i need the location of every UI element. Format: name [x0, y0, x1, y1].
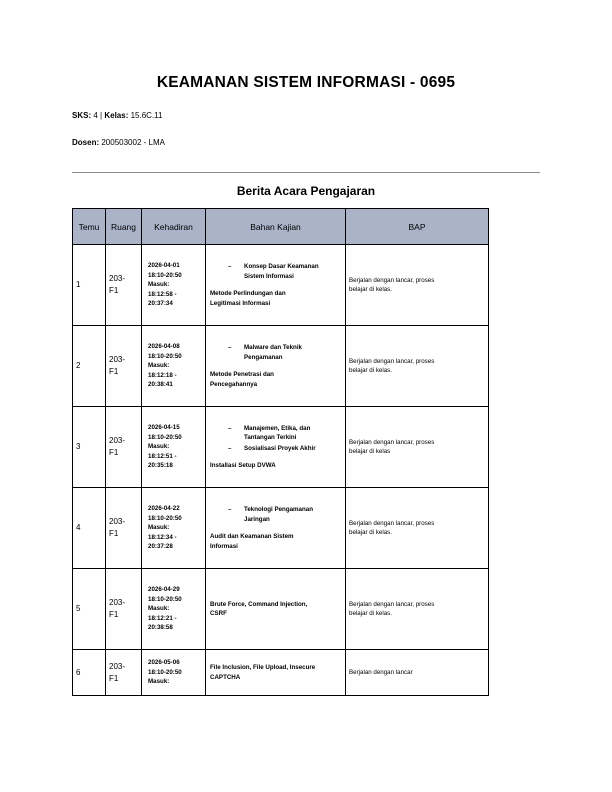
- bap-line: belajar di kelas.: [349, 610, 392, 617]
- kajian-text: [210, 289, 341, 308]
- kehadiran-line: 2026-04-22: [148, 505, 180, 513]
- kehadiran-cell: [142, 326, 206, 407]
- temu-cell: 4: [73, 488, 106, 569]
- kehadiran-line: 18:12:58 -: [148, 290, 177, 298]
- sks-label: SKS:: [72, 111, 92, 120]
- table-row: [73, 407, 489, 488]
- kelas-value: 15.6C.11: [130, 111, 163, 120]
- kajian-bullet-line: Sistem Informasi: [244, 272, 294, 280]
- header-ruang: Ruang: [106, 209, 142, 245]
- kajian-text-line: Legitimasi Informasi: [210, 299, 271, 307]
- bap-line: belajar di kelas.: [349, 367, 392, 374]
- bahan-kajian-cell: [206, 650, 346, 696]
- kehadiran-line: Masuk:: [148, 281, 170, 289]
- dash-bullet-icon: –: [228, 506, 232, 513]
- kajian-text-line: Pencegahannya: [210, 380, 258, 388]
- table-row: [73, 650, 489, 696]
- bap-cell: [346, 650, 489, 696]
- kajian-bullet-text: [244, 444, 341, 454]
- kehadiran-line: 18:12:18 -: [148, 371, 177, 379]
- teaching-record-table: [72, 208, 489, 696]
- bahan-kajian-cell: [206, 407, 346, 488]
- kajian-text-line: CAPTCHA: [210, 673, 241, 681]
- kehadiran-cell: [142, 407, 206, 488]
- kehadiran-cell: [142, 569, 206, 650]
- bap-line: Berjalan dengan lancar, proses: [349, 519, 435, 527]
- header-bahan-kajian: Bahan Kajian: [206, 209, 346, 245]
- lecturer-meta: [72, 138, 165, 147]
- kajian-bullet-text: [244, 262, 341, 281]
- kehadiran-line: Masuk:: [148, 678, 170, 686]
- kehadiran-line: 20:37:28: [148, 543, 173, 551]
- ruang-line: F1: [109, 448, 119, 457]
- ruang-line: 203-: [109, 355, 126, 364]
- ruang-line: F1: [109, 286, 119, 295]
- dash-bullet-icon: –: [228, 344, 232, 351]
- sks-value: 4: [93, 111, 98, 120]
- kehadiran-line: 18:10-20:50: [148, 595, 182, 603]
- dash-bullet-icon: –: [228, 263, 232, 270]
- kajian-bullet-item: [228, 505, 341, 524]
- kehadiran-cell: [142, 488, 206, 569]
- kehadiran-line: Masuk:: [148, 524, 170, 532]
- kajian-bullet-line: Konsep Dasar Keamanan: [244, 263, 319, 270]
- bap-cell: [346, 245, 489, 326]
- table-header-row: [73, 209, 489, 245]
- kehadiran-cell: [142, 245, 206, 326]
- temu-cell: 6: [73, 650, 106, 696]
- ruang-line: 203-: [109, 517, 126, 526]
- bap-line: Berjalan dengan lancar, proses: [349, 438, 435, 446]
- kehadiran-line: 20:35:18: [148, 462, 173, 470]
- bahan-kajian-cell: [206, 569, 346, 650]
- horizontal-divider: [72, 172, 540, 173]
- course-meta: [72, 111, 162, 120]
- kajian-bullet-line: Teknologi Pengamanan: [244, 506, 313, 513]
- kehadiran-line: 20:37:34: [148, 300, 173, 308]
- kehadiran-line: 2026-04-01: [148, 262, 180, 270]
- kehadiran-line: 18:12:21 -: [148, 614, 177, 622]
- kajian-text: [210, 461, 341, 471]
- kajian-bullet-item: [228, 444, 341, 454]
- kajian-bullet-line: Manajemen, Etika, dan: [244, 424, 311, 432]
- ruang-line: 203-: [109, 274, 126, 283]
- kehadiran-line: Masuk:: [148, 362, 170, 370]
- kajian-text-line: File Inclusion, File Upload, Insecure: [210, 664, 316, 671]
- bap-cell: [346, 326, 489, 407]
- kehadiran-line: 2026-04-15: [148, 424, 180, 432]
- kajian-text-line: Brute Force, Command Injection,: [210, 600, 308, 608]
- ruang-line: 203-: [109, 661, 126, 671]
- kajian-text: [210, 663, 341, 682]
- bap-line: Berjalan dengan lancar, proses: [349, 357, 435, 365]
- kajian-text: [210, 370, 341, 389]
- header-bap: BAP: [346, 209, 489, 245]
- kehadiran-line: Masuk:: [148, 605, 170, 613]
- bap-line: belajar di kelas.: [349, 286, 392, 293]
- ruang-cell: [106, 326, 142, 407]
- kajian-text-line: Installasi Setup DVWA: [210, 462, 276, 469]
- document-title: KEAMANAN SISTEM INFORMASI - 0695: [156, 74, 456, 91]
- bap-line: Berjalan dengan lancar, proses: [349, 600, 435, 608]
- meta-separator: |: [100, 111, 103, 120]
- table-row: [73, 569, 489, 650]
- kehadiran-line: 18:10-20:50: [148, 433, 182, 441]
- header-kehadiran: Kehadiran: [142, 209, 206, 245]
- table-row: [73, 326, 489, 407]
- bap-line: belajar di kelas: [349, 448, 391, 455]
- kehadiran-line: 2026-04-29: [148, 586, 180, 594]
- kajian-bullet-item: [228, 262, 341, 281]
- bap-cell: [346, 569, 489, 650]
- kajian-bullet-line: Malware dan Teknik: [244, 344, 302, 351]
- kajian-bullet-line: Sosialisasi Proyek Akhir: [244, 444, 316, 452]
- kehadiran-line: 18:12:51 -: [148, 452, 177, 460]
- kajian-text: [210, 600, 341, 619]
- ruang-cell: [106, 569, 142, 650]
- kajian-bullet-text: [244, 343, 341, 362]
- bahan-kajian-cell: [206, 245, 346, 326]
- section-title: Berita Acara Pengajaran: [236, 184, 376, 198]
- kajian-bullet-text: [244, 505, 341, 524]
- bahan-kajian-cell: [206, 326, 346, 407]
- kajian-bullet-line: Tantangan Terkini: [244, 434, 297, 441]
- ruang-line: F1: [109, 673, 119, 683]
- kajian-bullet-item: [228, 343, 341, 362]
- kajian-text-line: Audit dan Keamanan Sistem: [210, 533, 294, 540]
- kajian-text: [210, 532, 341, 551]
- kajian-text-line: CSRF: [210, 610, 227, 617]
- ruang-line: 203-: [109, 598, 126, 607]
- bap-line: Berjalan dengan lancar, proses: [349, 276, 435, 284]
- bap-line: Berjalan dengan lancar: [349, 668, 413, 676]
- kehadiran-line: 20:38:58: [148, 624, 173, 632]
- temu-cell: 5: [73, 569, 106, 650]
- kehadiran-line: 18:10-20:50: [148, 668, 182, 676]
- bahan-kajian-cell: [206, 488, 346, 569]
- dash-bullet-icon: –: [228, 444, 232, 452]
- kehadiran-line: 20:38:41: [148, 381, 173, 389]
- kajian-bullet-text: [244, 424, 341, 443]
- dosen-label: Dosen:: [72, 138, 100, 147]
- dash-bullet-icon: –: [228, 424, 232, 432]
- ruang-cell: [106, 650, 142, 696]
- kehadiran-line: Masuk:: [148, 443, 170, 451]
- kehadiran-line: 2026-05-06: [148, 659, 180, 667]
- kajian-bullet-line: Pengamanan: [244, 353, 283, 361]
- dosen-value: 200503002 - LMA: [101, 138, 165, 147]
- kehadiran-line: 18:12:34 -: [148, 533, 177, 541]
- bap-cell: [346, 407, 489, 488]
- kajian-text-line: Informasi: [210, 542, 238, 550]
- kehadiran-line: 18:10-20:50: [148, 514, 182, 522]
- kelas-label: Kelas:: [104, 111, 129, 120]
- temu-cell: 2: [73, 326, 106, 407]
- kajian-text-line: Metode Penetrasi dan: [210, 371, 274, 378]
- ruang-cell: [106, 407, 142, 488]
- temu-cell: 3: [73, 407, 106, 488]
- table-row: [73, 245, 489, 326]
- table-row: [73, 488, 489, 569]
- temu-cell: 1: [73, 245, 106, 326]
- ruang-line: 203-: [109, 436, 126, 445]
- kajian-bullet-item: [228, 424, 341, 443]
- bap-line: belajar di kelas.: [349, 529, 392, 536]
- ruang-line: F1: [109, 529, 119, 538]
- kajian-text-line: Metode Perlindungan dan: [210, 290, 286, 297]
- ruang-line: F1: [109, 367, 119, 376]
- kehadiran-line: 18:10-20:50: [148, 271, 182, 279]
- ruang-cell: [106, 245, 142, 326]
- kajian-bullet-line: Jaringan: [244, 515, 270, 523]
- bap-cell: [346, 488, 489, 569]
- kehadiran-cell: [142, 650, 206, 696]
- header-temu: Temu: [73, 209, 106, 245]
- kehadiran-line: 18:10-20:50: [148, 352, 182, 360]
- ruang-line: F1: [109, 610, 119, 619]
- ruang-cell: [106, 488, 142, 569]
- kehadiran-line: 2026-04-08: [148, 343, 180, 351]
